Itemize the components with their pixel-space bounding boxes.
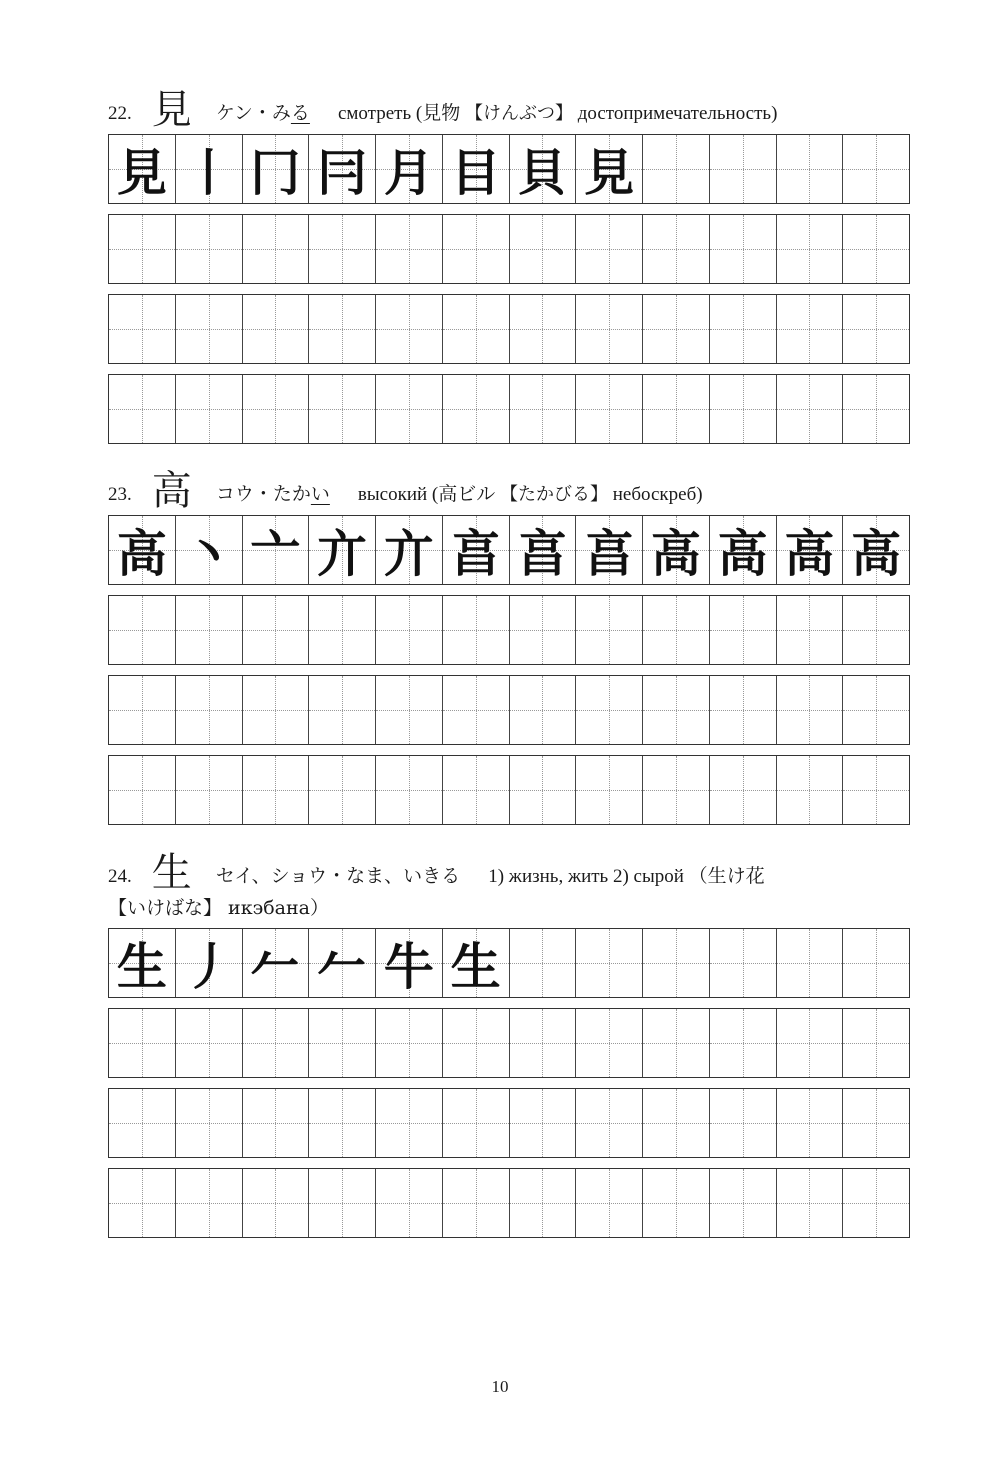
- practice-cell: [376, 1089, 443, 1157]
- practice-cell: [576, 1089, 643, 1157]
- grid-cell: [309, 929, 376, 997]
- practice-cell: [309, 1169, 376, 1237]
- stroke-glyph: 亯: [584, 525, 635, 583]
- practice-cell: [710, 596, 777, 664]
- practice-row: [108, 755, 910, 825]
- stroke-glyph: 見: [116, 144, 167, 202]
- practice-cell: [576, 1169, 643, 1237]
- practice-cell: [176, 596, 243, 664]
- practice-cell: [176, 215, 243, 283]
- practice-row: [108, 675, 910, 745]
- practice-cell: [843, 1169, 909, 1237]
- practice-cell: [710, 756, 777, 824]
- practice-cell: [243, 596, 310, 664]
- grid-cell: [376, 929, 443, 997]
- stroke-glyph: [643, 929, 709, 997]
- stroke-glyph: 𠂉: [250, 938, 301, 996]
- grid-cell: [510, 516, 577, 584]
- practice-cell: [576, 215, 643, 283]
- practice-cell: [710, 1169, 777, 1237]
- practice-cell: [576, 676, 643, 744]
- practice-cell: [109, 1009, 176, 1077]
- stroke-glyph: 高: [717, 525, 768, 583]
- practice-cell: [777, 1009, 844, 1077]
- practice-cell: [643, 1009, 710, 1077]
- practice-cell: [777, 375, 844, 443]
- practice-cell: [643, 1089, 710, 1157]
- stroke-glyph: [710, 135, 776, 203]
- stroke-order-row: [108, 134, 910, 204]
- grid-cell: [576, 516, 643, 584]
- grid-cell: [643, 135, 710, 203]
- stroke-glyph: 牛: [383, 938, 434, 996]
- practice-cell: [309, 375, 376, 443]
- entry-kanji: 生: [151, 850, 192, 896]
- grid-cell: [109, 929, 176, 997]
- practice-cell: [443, 1009, 510, 1077]
- practice-cell: [843, 215, 909, 283]
- grid-cell: [176, 135, 243, 203]
- entry-number: 22.: [108, 103, 132, 124]
- grid-cell: [309, 135, 376, 203]
- practice-cell: [576, 1009, 643, 1077]
- grid-cell: [176, 929, 243, 997]
- entry-meaning: смотреть (見物 【けんぶつ】 достопримечательность): [337, 103, 778, 124]
- practice-cell: [309, 295, 376, 363]
- stroke-glyph: 冂: [250, 144, 301, 202]
- practice-cell: [176, 756, 243, 824]
- practice-cell: [176, 295, 243, 363]
- practice-cell: [777, 756, 844, 824]
- practice-cell: [843, 1089, 909, 1157]
- practice-cell: [510, 596, 577, 664]
- practice-cell: [443, 1089, 510, 1157]
- grid-cell: [843, 135, 909, 203]
- stroke-glyph: 月: [383, 144, 434, 202]
- grid-cell: [243, 135, 310, 203]
- practice-cell: [510, 1089, 577, 1157]
- stroke-glyph: [576, 929, 642, 997]
- entry-reading: セイ、ショウ・なま、いきる: [215, 865, 461, 887]
- grid-cell: [376, 516, 443, 584]
- practice-cell: [243, 1169, 310, 1237]
- practice-cell: [243, 375, 310, 443]
- practice-cell: [109, 676, 176, 744]
- entry-meaning: высокий (高ビル 【たかびる】 небоскреб): [357, 484, 703, 505]
- practice-cell: [643, 676, 710, 744]
- practice-cell: [576, 596, 643, 664]
- practice-row: [108, 374, 910, 444]
- grid-cell: [576, 929, 643, 997]
- practice-cell: [176, 375, 243, 443]
- practice-cell: [309, 1009, 376, 1077]
- practice-cell: [710, 375, 777, 443]
- practice-cell: [710, 1089, 777, 1157]
- grid-cell: [443, 929, 510, 997]
- entry-number: 23.: [108, 484, 132, 505]
- practice-cell: [109, 295, 176, 363]
- practice-cell: [376, 1169, 443, 1237]
- practice-cell: [510, 215, 577, 283]
- practice-cell: [777, 215, 844, 283]
- practice-cell: [309, 676, 376, 744]
- practice-cell: [376, 295, 443, 363]
- stroke-glyph: 目: [450, 144, 501, 202]
- practice-cell: [376, 215, 443, 283]
- stroke-glyph: 貝: [517, 144, 568, 202]
- practice-cell: [510, 676, 577, 744]
- stroke-glyph: 亣: [383, 525, 434, 583]
- entry-kanji: 見: [151, 87, 192, 133]
- practice-cell: [243, 1089, 310, 1157]
- stroke-glyph: 亠: [250, 525, 301, 583]
- practice-cell: [176, 1169, 243, 1237]
- entry-heading: [108, 850, 765, 896]
- stroke-order-row: [108, 928, 910, 998]
- practice-cell: [376, 676, 443, 744]
- practice-cell: [843, 676, 909, 744]
- practice-cell: [843, 596, 909, 664]
- practice-cell: [643, 1169, 710, 1237]
- stroke-glyph: 見: [584, 144, 635, 202]
- practice-cell: [443, 295, 510, 363]
- entry-reading: ケン・みる: [215, 102, 310, 124]
- entry-reading: コウ・たかい: [215, 483, 330, 505]
- stroke-glyph: 高: [116, 525, 167, 583]
- practice-cell: [243, 676, 310, 744]
- grid-cell: [777, 135, 844, 203]
- practice-cell: [443, 676, 510, 744]
- grid-cell: [777, 929, 844, 997]
- stroke-glyph: [643, 135, 709, 203]
- practice-cell: [443, 596, 510, 664]
- practice-cell: [443, 756, 510, 824]
- grid-cell: [376, 135, 443, 203]
- practice-cell: [443, 215, 510, 283]
- grid-cell: [176, 516, 243, 584]
- stroke-glyph: [777, 929, 843, 997]
- practice-cell: [376, 1009, 443, 1077]
- stroke-glyph: [777, 135, 843, 203]
- practice-row: [108, 1008, 910, 1078]
- practice-cell: [777, 1089, 844, 1157]
- practice-cell: [243, 1009, 310, 1077]
- entry-heading: [108, 468, 703, 514]
- practice-cell: [176, 1089, 243, 1157]
- grid-cell: [710, 135, 777, 203]
- practice-cell: [109, 596, 176, 664]
- practice-cell: [576, 295, 643, 363]
- practice-cell: [243, 215, 310, 283]
- grid-cell: [243, 929, 310, 997]
- practice-cell: [109, 215, 176, 283]
- practice-cell: [243, 295, 310, 363]
- practice-cell: [309, 756, 376, 824]
- stroke-glyph: 高: [650, 525, 701, 583]
- stroke-glyph: 亯: [517, 525, 568, 583]
- stroke-glyph: 丶: [183, 525, 234, 583]
- grid-cell: [843, 929, 909, 997]
- practice-cell: [309, 1089, 376, 1157]
- practice-row: [108, 294, 910, 364]
- practice-cell: [510, 1169, 577, 1237]
- stroke-glyph: 亯: [450, 525, 501, 583]
- practice-cell: [176, 676, 243, 744]
- grid-cell: [109, 516, 176, 584]
- practice-cell: [643, 756, 710, 824]
- practice-cell: [843, 1009, 909, 1077]
- practice-cell: [510, 756, 577, 824]
- grid-cell: [710, 929, 777, 997]
- practice-cell: [309, 215, 376, 283]
- grid-cell: [643, 516, 710, 584]
- practice-cell: [777, 295, 844, 363]
- practice-cell: [376, 756, 443, 824]
- grid-cell: [576, 135, 643, 203]
- practice-cell: [176, 1009, 243, 1077]
- grid-cell: [243, 516, 310, 584]
- practice-cell: [243, 756, 310, 824]
- practice-cell: [643, 295, 710, 363]
- practice-cell: [710, 676, 777, 744]
- practice-row: [108, 595, 910, 665]
- stroke-glyph: 𠂉: [317, 938, 368, 996]
- grid-cell: [643, 929, 710, 997]
- practice-cell: [109, 756, 176, 824]
- practice-cell: [109, 1089, 176, 1157]
- page-number: 10: [491, 1377, 509, 1396]
- practice-cell: [109, 375, 176, 443]
- stroke-glyph: [710, 929, 776, 997]
- grid-cell: [843, 516, 909, 584]
- practice-cell: [643, 596, 710, 664]
- practice-cell: [777, 676, 844, 744]
- practice-row: [108, 1168, 910, 1238]
- practice-cell: [710, 215, 777, 283]
- stroke-glyph: 丨: [183, 144, 234, 202]
- practice-cell: [710, 1009, 777, 1077]
- practice-cell: [309, 596, 376, 664]
- practice-cell: [376, 596, 443, 664]
- grid-cell: [443, 135, 510, 203]
- stroke-glyph: 亣: [317, 525, 368, 583]
- stroke-glyph: [843, 135, 909, 203]
- practice-cell: [376, 375, 443, 443]
- practice-row: [108, 1088, 910, 1158]
- practice-cell: [510, 375, 577, 443]
- stroke-glyph: 高: [784, 525, 835, 583]
- practice-cell: [777, 1169, 844, 1237]
- practice-cell: [443, 1169, 510, 1237]
- stroke-glyph: 生: [116, 938, 167, 996]
- entry-meaning-continuation: 【いけばな】 икэбана）: [108, 897, 329, 919]
- grid-cell: [710, 516, 777, 584]
- practice-cell: [777, 596, 844, 664]
- practice-cell: [843, 295, 909, 363]
- grid-cell: [510, 135, 577, 203]
- stroke-glyph: 生: [450, 938, 501, 996]
- practice-cell: [843, 375, 909, 443]
- practice-cell: [643, 215, 710, 283]
- stroke-glyph: [510, 929, 576, 997]
- stroke-glyph: 冃: [317, 144, 368, 202]
- practice-cell: [843, 756, 909, 824]
- entry-meaning: 1) жизнь, жить 2) сырой （生け花: [488, 866, 765, 887]
- practice-cell: [576, 375, 643, 443]
- practice-cell: [710, 295, 777, 363]
- practice-cell: [443, 375, 510, 443]
- grid-cell: [309, 516, 376, 584]
- practice-cell: [643, 375, 710, 443]
- practice-row: [108, 214, 910, 284]
- grid-cell: [510, 929, 577, 997]
- entry-number: 24.: [108, 866, 132, 887]
- stroke-glyph: [843, 929, 909, 997]
- practice-cell: [510, 1009, 577, 1077]
- stroke-glyph: 高: [851, 525, 902, 583]
- practice-cell: [510, 295, 577, 363]
- entry-heading: [108, 87, 778, 133]
- stroke-order-row: [108, 515, 910, 585]
- grid-cell: [109, 135, 176, 203]
- grid-cell: [777, 516, 844, 584]
- grid-cell: [443, 516, 510, 584]
- stroke-glyph: 丿: [183, 938, 234, 996]
- practice-cell: [109, 1169, 176, 1237]
- entry-kanji: 高: [151, 468, 192, 514]
- practice-cell: [576, 756, 643, 824]
